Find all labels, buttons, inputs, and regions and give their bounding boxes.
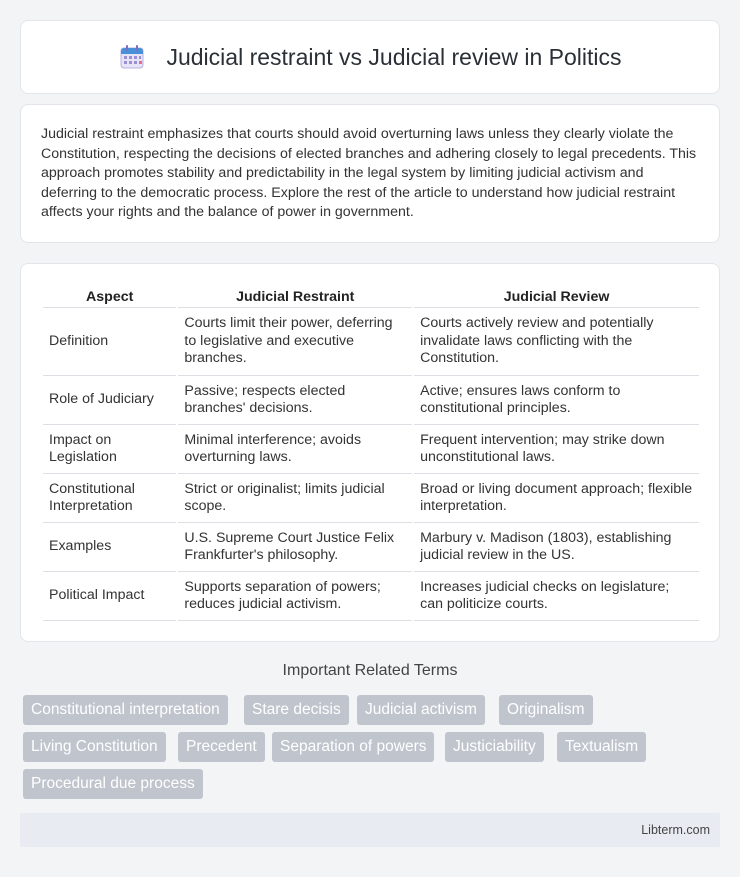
table-row xyxy=(43,425,699,474)
tag-procedural-due-process[interactable]: Procedural due process xyxy=(23,769,203,799)
tag-constitutional-interpretation[interactable]: Constitutional interpretation xyxy=(23,695,228,725)
table-header-row xyxy=(43,284,699,308)
header-judicial-restraint: Judicial Restraint xyxy=(178,284,412,308)
row-restraint: Strict or originalist; limits judicial scope. xyxy=(178,474,412,523)
row-review: Active; ensures laws conform to constitutional principles. xyxy=(414,376,699,425)
page-title: Judicial restraint vs Judicial review in Politics xyxy=(166,43,622,70)
tag-originalism[interactable]: Originalism xyxy=(499,695,593,725)
related-terms-title: Important Related Terms xyxy=(282,662,458,679)
row-restraint: Courts limit their power, deferring to legislative and executive branches. xyxy=(178,308,412,376)
row-restraint: Passive; respects elected branches' decisions. xyxy=(178,376,412,425)
row-review: Broad or living document approach; flexible interpretation. xyxy=(414,474,699,523)
tag-textualism[interactable]: Textualism xyxy=(557,732,646,762)
tag-precedent[interactable]: Precedent xyxy=(178,732,265,762)
table-row xyxy=(43,572,699,621)
row-review: Frequent intervention; may strike down unconstitutional laws. xyxy=(414,425,699,474)
row-aspect: Role of Judiciary xyxy=(43,376,176,425)
table-row xyxy=(43,376,699,425)
tag-stare-decisis[interactable]: Stare decisis xyxy=(244,695,349,725)
footer-site-link[interactable]: Libterm.com xyxy=(641,823,710,837)
row-aspect: Impact on Legislation xyxy=(43,425,176,474)
row-restraint: Minimal interference; avoids overturning laws. xyxy=(178,425,412,474)
intro-card xyxy=(20,104,720,243)
row-aspect: Definition xyxy=(43,308,176,376)
row-restraint: U.S. Supreme Court Justice Felix Frankfurter's philosophy. xyxy=(178,523,412,572)
calendar-icon xyxy=(118,43,146,71)
row-aspect: Political Impact xyxy=(43,572,176,621)
header-card xyxy=(20,20,720,94)
tag-separation-of-powers[interactable]: Separation of powers xyxy=(272,732,434,762)
footer xyxy=(20,813,720,847)
intro-text: Judicial restraint emphasizes that courts should avoid overturning laws unless they clearly violate the Constitution, respecting the decisions of elected branches and adhering closely to legal precedents. This approach promotes stability and predictability in the legal system by limiting judicial activism and deferring to the democratic process. Explore the rest of the article to understand how judicial restraint affects your rights and the balance of power in government. xyxy=(41,126,697,220)
tag-justiciability[interactable]: Justiciability xyxy=(445,732,544,762)
table-row xyxy=(43,308,699,376)
tag-living-constitution[interactable]: Living Constitution xyxy=(23,732,166,762)
comparison-table-card xyxy=(20,263,720,642)
tag-judicial-activism[interactable]: Judicial activism xyxy=(357,695,485,725)
table-row xyxy=(43,474,699,523)
row-restraint: Supports separation of powers; reduces judicial activism. xyxy=(178,572,412,621)
row-review: Increases judicial checks on legislature; can politicize courts. xyxy=(414,572,699,621)
row-aspect: Examples xyxy=(43,523,176,572)
row-review: Marbury v. Madison (1803), establishing judicial review in the US. xyxy=(414,523,699,572)
comparison-table xyxy=(41,284,701,621)
row-review: Courts actively review and potentially invalidate laws conflicting with the Constitution. xyxy=(414,308,699,376)
table-row xyxy=(43,523,699,572)
row-aspect: Constitutional Interpretation xyxy=(43,474,176,523)
header-aspect: Aspect xyxy=(43,284,176,308)
header-judicial-review: Judicial Review xyxy=(414,284,699,308)
